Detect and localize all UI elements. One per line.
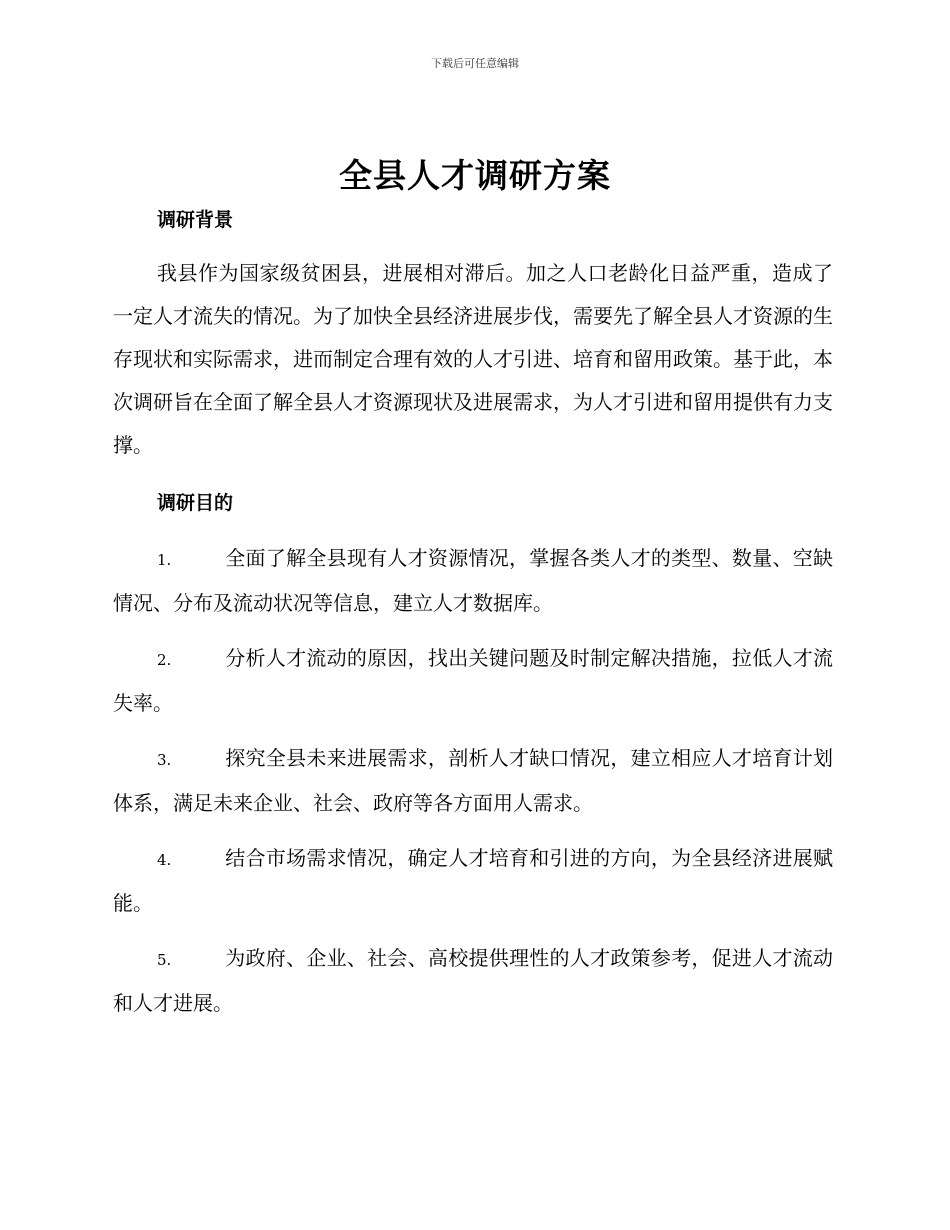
document-title: 全县人才调研方案 — [339, 156, 611, 195]
background-paragraph: 我县作为国家级贫困县，进展相对滞后。加之人口老龄化日益严重，造成了一定人才流失的情况。为了加快全县经济进展步伐，需要先了解全县人才资源的生存现状和实际需求，进而制定合理有效的人才引进、培育和留用政策。基于此，本次调研旨在全面了解全县人才资源现状及进展需求，为人才引进和留用提供有力支撑。 — [113, 261, 833, 457]
list-item — [113, 637, 833, 725]
list-item-text: 分析人才流动的原因，找出关键问题及时制定解决措施，拉低人才流失率。 — [113, 646, 833, 715]
list-item-text: 全面了解全县现有人才资源情况，掌握各类人才的类型、数量、空缺情况、分布及流动状况等信息，建立人才数据库。 — [113, 546, 833, 615]
purpose-list — [113, 537, 833, 1025]
document-body — [113, 202, 833, 1037]
list-item-text: 结合市场需求情况，确定人才培育和引进的方向，为全县经济进展赋能。 — [113, 846, 833, 915]
list-item — [113, 737, 833, 825]
section-heading-purpose: 调研目的 — [157, 492, 234, 514]
section-heading-background: 调研背景 — [157, 209, 234, 231]
list-item — [113, 537, 833, 625]
list-item — [113, 937, 833, 1025]
list-item-text: 探究全县未来进展需求，剖析人才缺口情况，建立相应人才培育计划体系，满足未来企业、社会、政府等各方面用人需求。 — [113, 746, 833, 815]
page-header-note: 下载后可任意编辑 — [431, 57, 519, 70]
list-item-number: 3. — [157, 751, 172, 769]
list-item-number: 1. — [157, 551, 172, 569]
list-item-text: 为政府、企业、社会、高校提供理性的人才政策参考，促进人才流动和人才进展。 — [113, 946, 833, 1015]
list-item-number: 5. — [157, 951, 172, 969]
list-item-number: 4. — [157, 851, 172, 869]
list-item-number: 2. — [157, 651, 172, 669]
list-item — [113, 837, 833, 925]
